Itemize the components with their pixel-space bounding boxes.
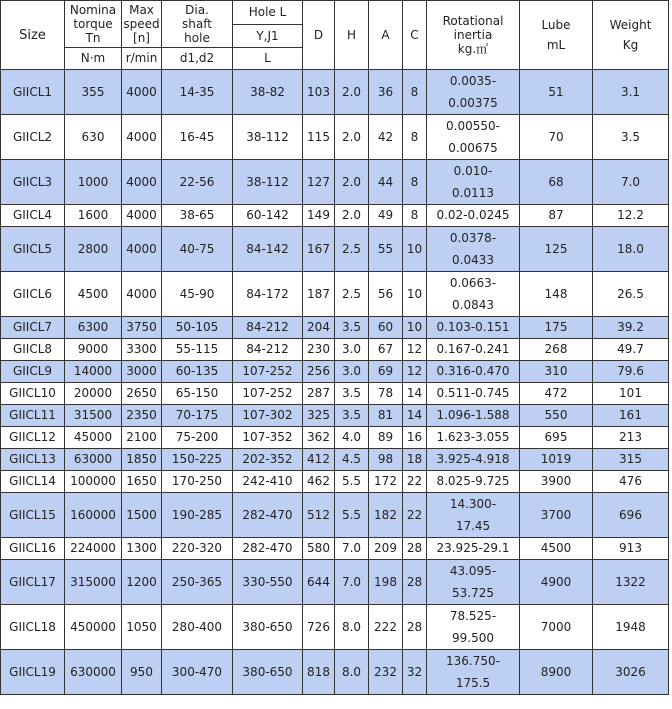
cell-inertia [427, 405, 520, 427]
cell-torque: 630000 [65, 650, 122, 695]
cell-size: GIICL14 [1, 471, 65, 493]
cell-speed: 4000 [122, 272, 162, 317]
cell-size: GIICL19 [1, 650, 65, 695]
cell-inertia [427, 383, 520, 405]
inertia-line: 3.925-4.918 [436, 452, 510, 466]
cell-c: 22 [403, 471, 427, 493]
cell-weight: 315 [593, 449, 669, 471]
inertia-line: 0.010- [453, 164, 493, 178]
cell-lube: 7000 [520, 605, 593, 650]
cell-h: 7.0 [335, 538, 369, 560]
cell-torque: 63000 [65, 449, 122, 471]
cell-inertia [427, 471, 520, 493]
cell-size: GIICL6 [1, 272, 65, 317]
cell-size: GIICL3 [1, 160, 65, 205]
cell-a: 36 [369, 70, 403, 115]
inertia-line: 0.316-0.470 [436, 364, 510, 378]
cell-dia: 14-35 [162, 70, 233, 115]
cell-dia: 55-115 [162, 339, 233, 361]
cell-h: 2.0 [335, 115, 369, 160]
cell-speed: 3750 [122, 317, 162, 339]
cell-h: 3.5 [335, 317, 369, 339]
table-row [1, 317, 669, 339]
cell-speed: 2100 [122, 427, 162, 449]
table-row [1, 560, 669, 605]
cell-speed: 4000 [122, 160, 162, 205]
cell-h: 5.5 [335, 471, 369, 493]
cell-torque: 9000 [65, 339, 122, 361]
cell-inertia [427, 605, 520, 650]
cell-speed: 2350 [122, 405, 162, 427]
cell-lube: 310 [520, 361, 593, 383]
cell-torque: 160000 [65, 493, 122, 538]
cell-h: 8.0 [335, 605, 369, 650]
cell-speed: 1850 [122, 449, 162, 471]
cell-h: 5.5 [335, 493, 369, 538]
cell-d: 644 [303, 560, 335, 605]
cell-torque: 6300 [65, 317, 122, 339]
cell-lube: 175 [520, 317, 593, 339]
table-row [1, 471, 669, 493]
cell-weight: 1948 [593, 605, 669, 650]
cell-d: 512 [303, 493, 335, 538]
inertia-line: 23.925-29.1 [436, 541, 510, 555]
cell-speed: 4000 [122, 70, 162, 115]
cell-hole: 84-212 [233, 317, 303, 339]
cell-lube: 268 [520, 339, 593, 361]
cell-inertia [427, 115, 520, 160]
cell-speed: 1050 [122, 605, 162, 650]
table-header [1, 1, 669, 70]
table-row [1, 493, 669, 538]
cell-torque: 45000 [65, 427, 122, 449]
cell-inertia [427, 70, 520, 115]
cell-h: 2.0 [335, 70, 369, 115]
cell-hole: 84-142 [233, 227, 303, 272]
cell-size: GIICL5 [1, 227, 65, 272]
cell-d: 580 [303, 538, 335, 560]
cell-hole: 107-352 [233, 427, 303, 449]
cell-speed: 1200 [122, 560, 162, 605]
cell-size: GIICL4 [1, 205, 65, 227]
table-row [1, 449, 669, 471]
cell-speed: 1650 [122, 471, 162, 493]
cell-a: 42 [369, 115, 403, 160]
cell-a: 198 [369, 560, 403, 605]
cell-dia: 40-75 [162, 227, 233, 272]
cell-h: 4.0 [335, 427, 369, 449]
cell-lube: 4500 [520, 538, 593, 560]
cell-dia: 280-400 [162, 605, 233, 650]
inertia-line: 0.0378- [449, 231, 497, 245]
cell-hole: 107-252 [233, 383, 303, 405]
cell-c: 12 [403, 339, 427, 361]
cell-hole: 242-410 [233, 471, 303, 493]
cell-size: GIICL18 [1, 605, 65, 650]
cell-d: 818 [303, 650, 335, 695]
inertia-line: 78.525- [449, 609, 497, 623]
cell-d: 726 [303, 605, 335, 650]
cell-torque: 1600 [65, 205, 122, 227]
header-torque-unit: N·m [65, 48, 122, 70]
cell-a: 78 [369, 383, 403, 405]
cell-lube: 550 [520, 405, 593, 427]
inertia-line: 136.750- [446, 654, 500, 668]
cell-c: 10 [403, 317, 427, 339]
cell-dia: 60-135 [162, 361, 233, 383]
cell-weight: 79.6 [593, 361, 669, 383]
cell-weight: 12.2 [593, 205, 669, 227]
cell-speed: 4000 [122, 205, 162, 227]
header-hole-sub1: Y,J1 [233, 25, 303, 48]
cell-inertia [427, 650, 520, 695]
cell-torque: 20000 [65, 383, 122, 405]
cell-c: 28 [403, 605, 427, 650]
cell-c: 28 [403, 538, 427, 560]
cell-weight: 3.5 [593, 115, 669, 160]
table-row [1, 339, 669, 361]
cell-size: GIICL13 [1, 449, 65, 471]
cell-dia: 38-65 [162, 205, 233, 227]
cell-hole: 202-352 [233, 449, 303, 471]
cell-c: 16 [403, 427, 427, 449]
cell-dia: 250-365 [162, 560, 233, 605]
cell-h: 2.5 [335, 227, 369, 272]
cell-speed: 3000 [122, 361, 162, 383]
cell-inertia [427, 538, 520, 560]
cell-hole: 84-172 [233, 272, 303, 317]
cell-dia: 300-470 [162, 650, 233, 695]
cell-torque: 224000 [65, 538, 122, 560]
cell-h: 2.0 [335, 205, 369, 227]
header-h: H [335, 1, 369, 70]
cell-inertia [427, 205, 520, 227]
cell-lube: 8900 [520, 650, 593, 695]
header-lube: Lube mL [520, 1, 593, 70]
cell-dia: 22-56 [162, 160, 233, 205]
table-row [1, 405, 669, 427]
cell-weight: 161 [593, 405, 669, 427]
cell-torque: 1000 [65, 160, 122, 205]
header-dia: Dia. shaft hole [162, 1, 233, 48]
header-d: D [303, 1, 335, 70]
cell-dia: 170-250 [162, 471, 233, 493]
cell-c: 12 [403, 361, 427, 383]
cell-lube: 3700 [520, 493, 593, 538]
cell-speed: 3300 [122, 339, 162, 361]
cell-lube: 695 [520, 427, 593, 449]
cell-lube: 4900 [520, 560, 593, 605]
header-hole-sub2: L [233, 48, 303, 70]
inertia-line: 0.00375 [448, 96, 498, 110]
cell-hole: 84-212 [233, 339, 303, 361]
cell-dia: 150-225 [162, 449, 233, 471]
header-speed: Max speed [n] [122, 1, 162, 48]
cell-d: 167 [303, 227, 335, 272]
cell-d: 462 [303, 471, 335, 493]
cell-hole: 330-550 [233, 560, 303, 605]
cell-speed: 1500 [122, 493, 162, 538]
cell-dia: 70-175 [162, 405, 233, 427]
cell-size: GIICL2 [1, 115, 65, 160]
inertia-line: 0.02-0.0245 [436, 208, 510, 222]
cell-c: 8 [403, 115, 427, 160]
inertia-line: 0.167-0.241 [436, 342, 510, 356]
inertia-line: 8.025-9.725 [436, 474, 510, 488]
cell-inertia [427, 339, 520, 361]
cell-lube: 472 [520, 383, 593, 405]
inertia-line: 0.103-0.151 [436, 320, 510, 334]
header-size: Size [1, 1, 65, 70]
cell-dia: 75-200 [162, 427, 233, 449]
cell-c: 32 [403, 650, 427, 695]
inertia-line: 17.45 [455, 519, 491, 533]
header-c: C [403, 1, 427, 70]
cell-size: GIICL17 [1, 560, 65, 605]
inertia-line: 43.095- [449, 564, 497, 578]
cell-hole: 38-112 [233, 160, 303, 205]
cell-lube: 125 [520, 227, 593, 272]
cell-lube: 3900 [520, 471, 593, 493]
cell-inertia [427, 160, 520, 205]
cell-size: GIICL11 [1, 405, 65, 427]
table-row [1, 160, 669, 205]
cell-size: GIICL12 [1, 427, 65, 449]
cell-torque: 315000 [65, 560, 122, 605]
inertia-line: 1.096-1.588 [436, 408, 510, 422]
cell-d: 103 [303, 70, 335, 115]
cell-a: 222 [369, 605, 403, 650]
cell-torque: 31500 [65, 405, 122, 427]
table-row [1, 205, 669, 227]
cell-size: GIICL16 [1, 538, 65, 560]
cell-d: 187 [303, 272, 335, 317]
cell-inertia [427, 449, 520, 471]
cell-size: GIICL15 [1, 493, 65, 538]
inertia-line: 0.0113 [452, 186, 494, 200]
cell-weight: 213 [593, 427, 669, 449]
cell-size: GIICL7 [1, 317, 65, 339]
cell-c: 8 [403, 205, 427, 227]
cell-h: 4.5 [335, 449, 369, 471]
table-row [1, 650, 669, 695]
cell-weight: 49.7 [593, 339, 669, 361]
cell-d: 412 [303, 449, 335, 471]
cell-h: 8.0 [335, 650, 369, 695]
cell-d: 230 [303, 339, 335, 361]
cell-lube: 148 [520, 272, 593, 317]
cell-hole: 107-302 [233, 405, 303, 427]
cell-d: 256 [303, 361, 335, 383]
cell-weight: 18.0 [593, 227, 669, 272]
table-row [1, 227, 669, 272]
cell-dia: 16-45 [162, 115, 233, 160]
cell-weight: 476 [593, 471, 669, 493]
cell-lube: 70 [520, 115, 593, 160]
cell-a: 49 [369, 205, 403, 227]
cell-a: 67 [369, 339, 403, 361]
cell-torque: 14000 [65, 361, 122, 383]
cell-a: 209 [369, 538, 403, 560]
inertia-line: 175.5 [455, 676, 491, 690]
cell-a: 44 [369, 160, 403, 205]
cell-speed: 2650 [122, 383, 162, 405]
cell-hole: 38-112 [233, 115, 303, 160]
cell-inertia [427, 560, 520, 605]
cell-d: 362 [303, 427, 335, 449]
cell-dia: 65-150 [162, 383, 233, 405]
cell-a: 172 [369, 471, 403, 493]
inertia-line: 14.300- [449, 497, 497, 511]
cell-h: 3.0 [335, 361, 369, 383]
cell-h: 2.5 [335, 272, 369, 317]
cell-weight: 3026 [593, 650, 669, 695]
table-row [1, 605, 669, 650]
cell-d: 115 [303, 115, 335, 160]
cell-a: 81 [369, 405, 403, 427]
cell-lube: 87 [520, 205, 593, 227]
cell-c: 14 [403, 405, 427, 427]
inertia-line: 0.0035- [449, 74, 497, 88]
cell-h: 3.5 [335, 383, 369, 405]
cell-a: 182 [369, 493, 403, 538]
header-speed-unit: r/min [122, 48, 162, 70]
cell-inertia [427, 427, 520, 449]
header-hole: Hole L [233, 1, 303, 25]
cell-a: 55 [369, 227, 403, 272]
cell-size: GIICL9 [1, 361, 65, 383]
inertia-line: 53.725 [452, 586, 494, 600]
cell-c: 28 [403, 560, 427, 605]
cell-hole: 380-650 [233, 605, 303, 650]
cell-size: GIICL10 [1, 383, 65, 405]
cell-h: 3.0 [335, 339, 369, 361]
header-inertia: Rotational inertia kg.㎡ [427, 1, 520, 70]
cell-c: 10 [403, 272, 427, 317]
cell-d: 127 [303, 160, 335, 205]
cell-speed: 950 [122, 650, 162, 695]
table-row [1, 115, 669, 160]
cell-c: 22 [403, 493, 427, 538]
cell-torque: 355 [65, 70, 122, 115]
cell-hole: 38-82 [233, 70, 303, 115]
cell-a: 89 [369, 427, 403, 449]
cell-d: 287 [303, 383, 335, 405]
cell-inertia [427, 361, 520, 383]
cell-dia: 220-320 [162, 538, 233, 560]
inertia-line: 99.500 [452, 631, 494, 645]
cell-weight: 913 [593, 538, 669, 560]
header-a: A [369, 1, 403, 70]
inertia-line: 1.623-3.055 [436, 430, 510, 444]
cell-a: 232 [369, 650, 403, 695]
table-row [1, 538, 669, 560]
inertia-line: 0.511-0.745 [436, 386, 510, 400]
cell-torque: 630 [65, 115, 122, 160]
cell-h: 2.0 [335, 160, 369, 205]
cell-a: 69 [369, 361, 403, 383]
cell-weight: 1322 [593, 560, 669, 605]
header-weight: Weight Kg [593, 1, 669, 70]
inertia-line: 0.0843 [452, 298, 494, 312]
cell-torque: 100000 [65, 471, 122, 493]
cell-torque: 4500 [65, 272, 122, 317]
cell-lube: 68 [520, 160, 593, 205]
table-row [1, 272, 669, 317]
inertia-line: 0.00550- [446, 119, 500, 133]
table-row [1, 361, 669, 383]
inertia-line: 0.0433 [452, 253, 494, 267]
cell-a: 98 [369, 449, 403, 471]
cell-weight: 3.1 [593, 70, 669, 115]
table-row [1, 70, 669, 115]
cell-weight: 696 [593, 493, 669, 538]
cell-a: 56 [369, 272, 403, 317]
cell-h: 3.5 [335, 405, 369, 427]
cell-c: 18 [403, 449, 427, 471]
cell-hole: 107-252 [233, 361, 303, 383]
cell-inertia [427, 493, 520, 538]
cell-torque: 2800 [65, 227, 122, 272]
cell-lube: 1019 [520, 449, 593, 471]
cell-dia: 190-285 [162, 493, 233, 538]
cell-h: 7.0 [335, 560, 369, 605]
cell-weight: 39.2 [593, 317, 669, 339]
cell-hole: 380-650 [233, 650, 303, 695]
inertia-line: 0.00675 [448, 141, 498, 155]
cell-hole: 60-142 [233, 205, 303, 227]
cell-speed: 4000 [122, 227, 162, 272]
cell-c: 8 [403, 160, 427, 205]
cell-weight: 101 [593, 383, 669, 405]
table-row [1, 427, 669, 449]
cell-inertia [427, 317, 520, 339]
cell-dia: 45-90 [162, 272, 233, 317]
inertia-line: 0.0663- [449, 276, 497, 290]
cell-a: 60 [369, 317, 403, 339]
cell-speed: 4000 [122, 115, 162, 160]
cell-dia: 50-105 [162, 317, 233, 339]
header-torque: Nomina torque Tn [65, 1, 122, 48]
cell-d: 149 [303, 205, 335, 227]
table-row [1, 383, 669, 405]
cell-hole: 282-470 [233, 538, 303, 560]
cell-inertia [427, 272, 520, 317]
header-dia-sub: d1,d2 [162, 48, 233, 70]
cell-c: 14 [403, 383, 427, 405]
cell-inertia [427, 227, 520, 272]
cell-weight: 7.0 [593, 160, 669, 205]
cell-hole: 282-470 [233, 493, 303, 538]
table-body [1, 70, 669, 695]
cell-d: 325 [303, 405, 335, 427]
cell-torque: 450000 [65, 605, 122, 650]
cell-d: 204 [303, 317, 335, 339]
cell-weight: 26.5 [593, 272, 669, 317]
cell-c: 10 [403, 227, 427, 272]
cell-speed: 1300 [122, 538, 162, 560]
cell-lube: 51 [520, 70, 593, 115]
cell-c: 8 [403, 70, 427, 115]
cell-size: GIICL1 [1, 70, 65, 115]
cell-size: GIICL8 [1, 339, 65, 361]
